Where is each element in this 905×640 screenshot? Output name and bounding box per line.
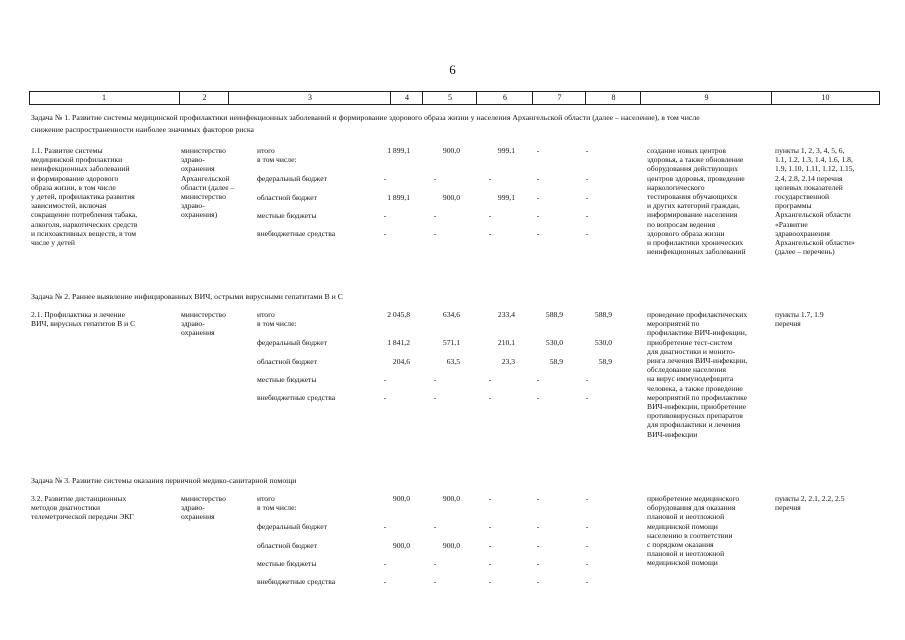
indicator-line: Архангельской области <box>775 210 851 220</box>
expected-result-line: для профилактики и лечения <box>647 420 741 430</box>
funding-value: 210,1 <box>497 338 515 347</box>
activity-name-line: телеметрической передачи ЭКГ <box>31 512 134 522</box>
indicator-line: 1.1, 1.2, 1.3, 1.4, 1.6, 1.8, <box>775 155 853 165</box>
indicator-line: государственной <box>775 192 830 201</box>
expected-result-line: ВИЧ-инфекции, приобретение <box>647 402 747 411</box>
header-col-4: 4 <box>390 92 423 104</box>
funding-value: - <box>488 522 492 531</box>
funding-value: 233,4 <box>497 310 515 319</box>
activity-name-line: ВИЧ, вирусных гепатитов В и С <box>31 319 136 329</box>
expected-result-line: оборудования для оказания <box>647 503 736 513</box>
funding-value: - <box>488 494 492 503</box>
expected-result-line: оборудования действующих <box>647 164 738 174</box>
funding-source-label: местные бюджеты <box>257 211 317 220</box>
funding-value: - <box>585 174 589 183</box>
page-number: 6 <box>449 62 456 77</box>
executor-line: Архангельской <box>181 173 230 183</box>
expected-result-line: проведение профилактических <box>647 310 748 319</box>
activity-name-line: 1.1. Развитие системы <box>31 146 103 155</box>
funding-source-label: местные бюджеты <box>257 375 317 384</box>
funding-value: 571,1 <box>442 338 460 347</box>
funding-value: - <box>585 522 589 531</box>
header-col-5: 5 <box>422 92 477 104</box>
header-col-3: 3 <box>228 92 391 104</box>
expected-result-line: ринга лечения ВИЧ-инфекции, <box>647 356 748 365</box>
funding-value: 58,9 <box>549 357 563 366</box>
executor-line: охранения) <box>181 210 218 220</box>
expected-result-line: неинфекционных заболеваний <box>647 247 746 257</box>
funding-value: - <box>383 174 387 183</box>
expected-result-line: обследование населения <box>647 365 727 375</box>
funding-value: - <box>536 541 540 550</box>
funding-value: - <box>536 522 540 531</box>
header-col-9: 9 <box>640 92 772 104</box>
funding-value: - <box>433 229 437 238</box>
executor-line: министерство <box>181 146 226 155</box>
funding-source-label: внебюджетные средства <box>257 577 336 586</box>
executor-line: области (далее – <box>181 182 235 192</box>
funding-source-label: областной бюджет <box>257 357 317 366</box>
funding-value: 530,0 <box>545 338 563 347</box>
funding-value: - <box>585 541 589 550</box>
funding-value: - <box>383 229 387 238</box>
expected-result-line: наркологического <box>647 182 705 192</box>
indicator-line: программы <box>775 201 812 211</box>
expected-result-line: противовирусных препаратов <box>647 411 743 421</box>
funding-source-label: федеральный бюджет <box>257 338 327 347</box>
expected-result-line: населению в соответствии <box>647 530 733 540</box>
funding-value: - <box>536 577 540 586</box>
header-col-2: 2 <box>179 92 229 104</box>
funding-value: - <box>488 541 492 550</box>
funding-value: - <box>488 375 492 384</box>
funding-value: - <box>536 494 540 503</box>
funding-value: 900,0 <box>392 541 410 550</box>
executor-line: охранения <box>181 328 215 338</box>
expected-result-line: человека, а также проведение <box>647 383 743 393</box>
funding-value: - <box>536 559 540 568</box>
funding-value: 900,0 <box>442 146 460 155</box>
expected-result-line: профилактике ВИЧ-инфекции, <box>647 328 747 338</box>
funding-value: - <box>536 393 540 402</box>
task-title-line: Задача № 3. Развитие системы оказания первичной медико-санитарной помощи <box>31 476 297 485</box>
activity-name-line: медицинской профилактики <box>31 155 123 165</box>
funding-value: - <box>536 146 540 155</box>
indicator-line: (далее – перечень) <box>775 247 835 257</box>
funding-value: - <box>536 229 540 238</box>
executor-line: здраво- <box>181 201 205 211</box>
funding-source-label: областной бюджет <box>257 541 317 550</box>
funding-value: 530,0 <box>594 338 612 347</box>
funding-value: 999,1 <box>497 146 515 155</box>
funding-value: 900,0 <box>442 193 460 202</box>
indicator-line: целевых показателей <box>775 182 843 192</box>
executor-line: здраво- <box>181 155 205 165</box>
indicator-line: Архангельской области» <box>775 238 855 247</box>
executor-line: здраво- <box>181 503 205 513</box>
funding-source-label: итого <box>257 310 275 319</box>
funding-value: - <box>433 174 437 183</box>
activity-name-line: 2.1. Профилактика и лечение <box>31 310 125 319</box>
funding-value: 23,3 <box>501 357 515 366</box>
funding-value: - <box>488 174 492 183</box>
indicator-line: «Развитие <box>775 219 808 229</box>
funding-value: - <box>488 393 492 402</box>
activity-name-line: 3.2. Развитие дистанционных <box>31 494 127 503</box>
funding-value: - <box>585 375 589 384</box>
funding-value: 900,0 <box>392 494 410 503</box>
funding-value: 588,9 <box>594 310 612 319</box>
funding-value: - <box>383 559 387 568</box>
funding-value: 1 899,1 <box>387 146 410 155</box>
activity-name-line: и формирование здорового <box>31 173 119 183</box>
indicator-line: пункты 1, 2, 3, 4, 5, 6, <box>775 146 845 155</box>
executor-line: министерство <box>181 494 226 503</box>
funding-source-label: итого <box>257 494 275 503</box>
activity-name-line: числе у детей <box>31 238 75 247</box>
indicator-line: 1.9, 1.10, 1.11, 1.12, 1.15, <box>775 164 855 174</box>
expected-result-line: на вирус иммунодефицита <box>647 374 734 384</box>
expected-result-line: приобретение тест-систем <box>647 337 733 347</box>
task-title-line: снижение распространенности наиболее значимых факторов риска <box>31 125 255 134</box>
activity-name-line: неинфекционных заболеваний <box>31 164 130 174</box>
funding-value: - <box>536 174 540 183</box>
funding-source-label: внебюджетные средства <box>257 229 336 238</box>
funding-source-label: в том числе: <box>257 155 297 165</box>
expected-result-line: центров здоровья, проведение <box>647 173 745 183</box>
indicator-line: перечня <box>775 503 801 513</box>
activity-name-line: зависимостей, включая <box>31 201 107 211</box>
activity-name-line: сокращение потребления табака, <box>31 210 138 220</box>
table-header <box>29 91 880 105</box>
expected-result-line: медицинской помощи <box>647 558 718 568</box>
funding-source-label: областной бюджет <box>257 193 317 202</box>
funding-value: 1 899,1 <box>387 193 410 202</box>
funding-source-label: итого <box>257 146 275 155</box>
activity-name-line: у детей, профилактика развития <box>31 192 135 201</box>
activity-name-line: образа жизни, в том числе <box>31 182 116 192</box>
funding-source-label: в том числе: <box>257 503 297 513</box>
funding-source-label: местные бюджеты <box>257 559 317 568</box>
funding-value: - <box>433 522 437 531</box>
header-col-6: 6 <box>476 92 533 104</box>
indicator-line: здравоохранения <box>775 228 830 238</box>
expected-result-line: с порядком оказания <box>647 540 714 549</box>
funding-value: 900,0 <box>442 494 460 503</box>
task-title-line: Задача № 1. Развитие системы медицинской профилактики неинфекционных заболеваний и формирование здорового образа жизни у населения Архангельской области (далее – население), в том числе <box>31 113 700 122</box>
funding-value: - <box>433 577 437 586</box>
header-col-8: 8 <box>585 92 641 104</box>
executor-line: здраво- <box>181 319 205 329</box>
expected-result-line: по вопросам ведения <box>647 219 716 229</box>
indicator-line: пункты 2, 2.1, 2.2, 2.5 <box>775 494 845 503</box>
expected-result-line: здорового образа жизни <box>647 228 725 238</box>
funding-value: - <box>488 211 492 220</box>
executor-line: министерство <box>181 310 226 319</box>
funding-value: - <box>585 559 589 568</box>
funding-source-label: федеральный бюджет <box>257 522 327 531</box>
task-title-line: Задача № 2. Раннее выявление инфицированных ВИЧ, острыми вирусными гепатитами В и С <box>31 292 343 301</box>
funding-value: - <box>433 375 437 384</box>
expected-result-line: ВИЧ-инфекции <box>647 429 698 439</box>
activity-name-line: методов диагностики <box>31 503 101 513</box>
indicator-line: 2.4, 2.8, 2.14 перечня <box>775 173 843 183</box>
funding-value: 63,5 <box>446 357 460 366</box>
funding-value: - <box>383 577 387 586</box>
header-col-10: 10 <box>771 92 879 104</box>
expected-result-line: плановой и неотложной <box>647 549 725 559</box>
expected-result-line: тестирования обучающихся <box>647 192 737 201</box>
funding-value: - <box>433 559 437 568</box>
expected-result-line: и профилактики хронических <box>647 238 744 247</box>
funding-value: 999,1 <box>497 193 515 202</box>
funding-value: - <box>585 393 589 402</box>
funding-value: - <box>383 375 387 384</box>
expected-result-line: создание новых центров <box>647 146 726 155</box>
funding-value: - <box>383 522 387 531</box>
funding-source-label: федеральный бюджет <box>257 174 327 183</box>
expected-result-line: приобретение медицинского <box>647 494 740 503</box>
funding-value: - <box>585 211 589 220</box>
funding-value: - <box>383 393 387 402</box>
expected-result-line: медицинской помощи <box>647 521 718 531</box>
expected-result-line: плановой и неотложной <box>647 512 725 522</box>
funding-value: 1 841,2 <box>387 338 410 347</box>
funding-source-label: в том числе: <box>257 319 297 329</box>
funding-value: - <box>585 229 589 238</box>
funding-value: 634,6 <box>442 310 460 319</box>
funding-value: - <box>433 393 437 402</box>
funding-value: - <box>488 577 492 586</box>
funding-value: - <box>383 211 387 220</box>
funding-value: 204,6 <box>392 357 410 366</box>
expected-result-line: здоровья, а также обновление <box>647 155 744 165</box>
funding-value: 2 045,8 <box>387 310 410 319</box>
funding-value: - <box>433 211 437 220</box>
funding-value: - <box>585 494 589 503</box>
funding-value: - <box>585 146 589 155</box>
header-col-1: 1 <box>102 93 106 102</box>
expected-result-line: для диагностики и монито- <box>647 346 736 356</box>
funding-value: 588,9 <box>545 310 563 319</box>
expected-result-line: информирование населения <box>647 210 738 220</box>
indicator-line: пункты 1.7, 1.9 <box>775 310 824 319</box>
expected-result-line: мероприятий по профилактике <box>647 392 747 402</box>
funding-value: 58,9 <box>598 357 612 366</box>
indicator-line: перечня <box>775 319 801 329</box>
funding-value: - <box>536 193 540 202</box>
activity-name-line: и психоактивных веществ, в том <box>31 228 137 238</box>
executor-line: охранения <box>181 164 215 174</box>
expected-result-line: и других категорий граждан, <box>647 201 740 211</box>
funding-value: - <box>585 193 589 202</box>
activity-name-line: алкоголя, наркотических средств <box>31 219 138 229</box>
funding-value: - <box>585 577 589 586</box>
executor-line: министерство <box>181 192 226 201</box>
header-col-7: 7 <box>532 92 586 104</box>
expected-result-line: мероприятий по <box>647 319 700 329</box>
funding-value: - <box>536 375 540 384</box>
funding-value: - <box>536 211 540 220</box>
funding-source-label: внебюджетные средства <box>257 393 336 402</box>
funding-value: - <box>488 229 492 238</box>
executor-line: охранения <box>181 512 215 522</box>
funding-value: 900,0 <box>442 541 460 550</box>
funding-value: - <box>488 559 492 568</box>
